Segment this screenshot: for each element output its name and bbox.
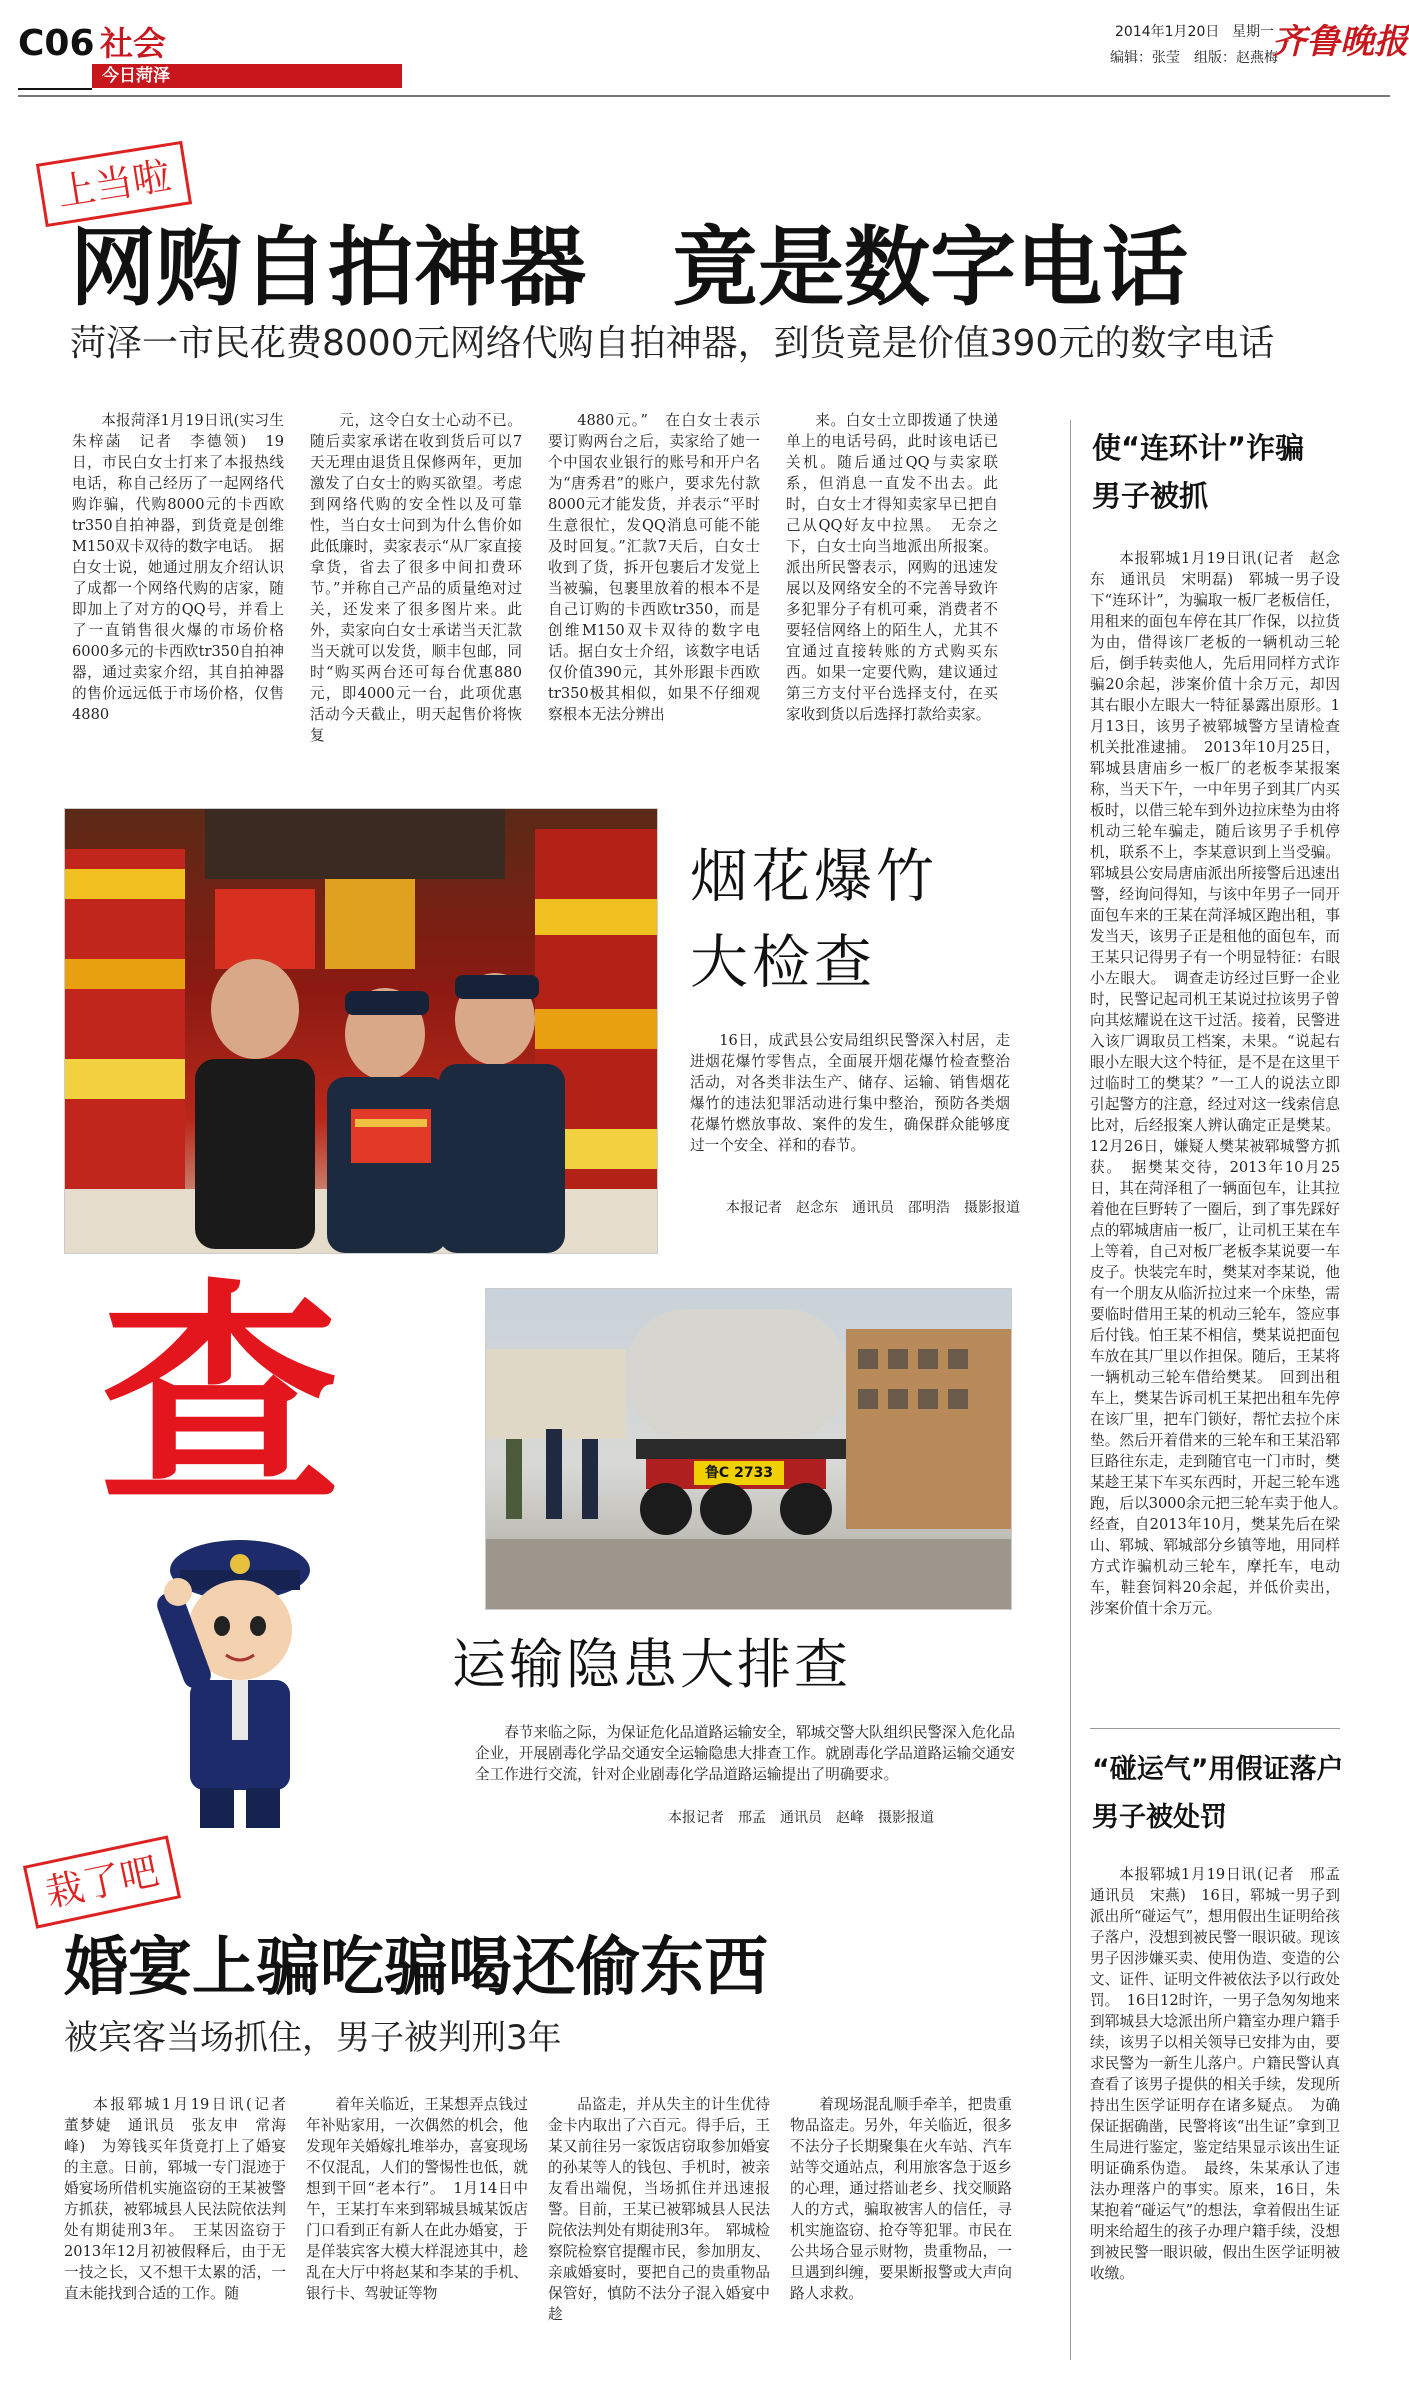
stamp-zailaba: 栽了吧: [23, 1835, 181, 1928]
police-mascot-icon: [150, 1530, 330, 1830]
photo2-credit: 本报记者 邢孟 通讯员 赵峰 摄影报道: [668, 1810, 934, 1826]
article2-col1: 本报郓城1月19日讯(记者 董梦婕 通讯员 张友申 常海峰) 为筹钱买年货竟打上了婚宴的主意。日前，郓城一专门混迹于婚宴场所借机实施盗窃的王某被警方抓获，被郓城县人民法院依法判处有期徒刑3年。 王某因盗窃于2013年12月初被假释后，由于无一技之长，又不想干太累的活，一直未能找到合适的工作。随: [64, 2096, 301, 2302]
sidebar-separator: [1090, 1728, 1340, 1729]
header-rule-left: [18, 64, 92, 90]
article1-col1: 本报菏泽1月19日讯(实习生 朱梓菡 记者 李德领) 19日，市民白女士打来了本报热线电话，称自己经历了一起网络代购诈骗，代购8000元的卡西欧tr350自拍神器，到货竟是创维M150双卡双待的数字电话。 据白女士说，她通过朋友介绍认识了成都一个网络代购的店家，随即加上了对方的QQ号，并看上了一直销售很火爆的市场价格6000多元的卡西欧tr350自拍神器，通过卖家介绍，其自拍神器的售价远远低于市场价格，仅售4880: [72, 412, 299, 723]
article1-col4: 来。白女士立即拨通了快递单上的电话号码，此时该电话已关机。随后通过QQ与卖家联系，但消息一直发不出去。此时，白女士才得知卖家早已把自己从QQ好友中拉黑。 无奈之下，白女士向当地派出所报案。派出所民警表示，网购的迅速发展以及网络安全的不完善导致许多犯罪分子有机可乘，消费者不要轻信网络上的陌生人，尤其不宜通过直接转账的方式购买东西。如果一定要代购，建议通过第三方支付平台选择支付，在买家收到货以后选择打款给卖家。: [786, 412, 998, 723]
article2-col4: 着现场混乱顺手牵羊，把贵重物品盗走。另外，年关临近，很多不法分子长期聚集在火车站、汽车站等交通站点，利用旅客急于返乡的心理，通过搭讪老乡、找交顺路人的方式，骗取被害人的信任，寻机实施盗窃、抢夺等犯罪。市民在公共场合显示财物，贵重物品，一旦遇到纠缠，要果断报警或大声向路人求救。: [790, 2096, 1012, 2302]
headline-1: 网购自拍神器 竟是数字电话: [70, 218, 1188, 318]
photo2-title: 运输隐患大排查: [452, 1633, 851, 1696]
subsection-bar: [92, 64, 402, 88]
sidebar2-headline-line1: “碰运气”用假证落户: [1092, 1754, 1344, 1785]
fireworks-scene-graphic: [65, 809, 657, 1253]
photo1-caption: 16日，成武县公安局组织民警深入村居，走进烟花爆竹零售点，全面展开烟花爆竹检查整治活动，对各类非法生产、储存、运输、销售烟花爆竹的违法犯罪活动进行集中整治，预防各类烟花爆竹燃放事故、案件的发生，确保群众能够度过一个安全、祥和的春节。: [690, 1032, 1010, 1154]
headline-2: 婚宴上骗吃骗喝还偷东西: [64, 1931, 768, 2005]
article1-col3: 4880元。” 在白女士表示要订购两台之后，卖家给了她一个中国农业银行的账号和开户名为“唐秀君”的账户，要求先付款8000元才能发货，并表示“平时生意很忙，发QQ消息可能不能及时回复。”汇款7天后，白女士收到了货，拆开包裹后才发觉上当被骗，包裹里放着的根本不是自己订购的卡西欧tr350，而是创维M150双卡双待的数字电话。据白女士介绍，该数字电话仅价值390元，其外形跟卡西欧tr350极其相似，如果不仔细观察根本无法分辨出: [548, 412, 760, 723]
sidebar2-body: 本报郓城1月19日讯(记者 邢孟 通讯员 宋燕) 16日，郓城一男子到派出所“碰运气”，想用假出生证明给孩子落户，没想到被民警一眼识破。现该男子因涉嫌买卖、使用伪造、变造的公文、证件、证明文件被依法予以行政处罚。 16日12时许，一男子急匆匆地来到郓城县大埝派出所户籍室办理户籍手续，该男子以相关领导已安排为由，要求民警为一新生儿落户。户籍民警认真查看了该男子提供的相关手续，发现所持出生医学证明存在诸多疑点。 为确保证据确凿，民警将该“出生证”拿到卫生局进行鉴定，鉴定结果显示该出生证明证确系伪造。 最终，朱某承认了违法办理落户的事实。原来，16日，朱某抱着“碰运气”的想法，拿着假出生证明来给超生的孩子办理户籍手续，没想到被民警一眼识破，假出生医学证明被收缴。: [1090, 1866, 1355, 2282]
article1-col2: 元，这令白女士心动不已。随后卖家承诺在收到货后可以7天无理由退货且保修两年，更加激发了白女士的购买欲望。考虑到网络代购的安全性以及可靠性，当白女士问到为什么售价如此低廉时，卖家表示“从厂家直接拿货，省去了很多中间扣费环节。”并称自己产品的质量绝对过关，还发来了很多图片来。此外，卖家向白女士承诺当天汇款当天就可以发货，顺丰包邮，同时“购买两台还可每台优惠880元，即4000元一台，此项优惠活动今天截止，明天起售价将恢复: [310, 412, 522, 744]
license-plate: 鲁C 2733: [704, 1465, 774, 1481]
section-name: 社会: [100, 24, 166, 63]
tanker-scene-graphic: [486, 1289, 1011, 1609]
sidebar1-body: 本报郓城1月19日讯(记者 赵念东 通讯员 宋明磊) 郓城一男子设下“连环计”，为骗取一板厂老板信任，用租来的面包车停在其厂作保，以拉货为由，借得该厂老板的一辆机动三轮后，倒手转卖他人，先后用同样方式诈骗20余起，涉案价值十余万元，却因其右眼小左眼大一特征暴露出原形。1月13日，该男子被郓城警方呈请检查机关批准逮捕。 2013年10月25日，郓城县唐庙乡一板厂的老板李某报案称，当天下午，一中年男子到其厂内买板时，以借三轮车到外边拉床垫为由将机动三轮车骗走，随后该男子手机停机，联系不上，李某意识到上当受骗。郓城县公安局唐庙派出所接警后迅速出警，经询问得知，与该中年男子一同开面包车来的王某在菏泽城区跑出租，事发当天，该男子正是租他的面包车，而王某只记得男子有一个明显特征：右眼小左眼大。 调查走访经过巨野一企业时，民警记起司机王某说过拉该男子曾向其炫耀说在这干过活。接着，民警进入该厂调取员工档案，未果。“说起右眼小左眼大这个特征，是不是在这里干过临时工的樊某？”一工人的说法立即引起警方的注意，经过对这一线索信息比对，后经报案人辨认确定正是樊某。12月26日，嫌疑人樊某被郓城警方抓获。 据樊某交待，2013年10月25日，其在菏泽租了一辆面包车，让其拉着他在巨野转了一圈后，到了事先踩好点的郓城唐庙一板厂，让司机王某在车上等着，自己对板厂老板李某说要一车皮子。快装完车时，樊某对李某说，他有一个朋友从临沂拉过来一个床垫，需要临时借用王某的机动三轮车，签应事后付钱。怕王某不相信，樊某说把面包车放在其厂里以作担保。随后，王某将一辆机动三轮车借给樊某。 回到出租车上，樊某告诉司机王某把出租车先停在该厂里，把车门锁好，帮忙去拉个床垫。然后开着借来的三轮车和王某沿郓巨路往东走，走到随官屯一门市时，樊某趁王某下车买东西时，开起三轮车逃跑，后以3000余元把三轮车卖于他人。 经查，自2013年10月，樊某先后在梁山、郓城、郓城部分乡镇等地，用同样方式诈骗机动三轮车，摩托车，电动车，鞋套饲料20余起，并低价卖出，涉案价值十余万元。: [1090, 550, 1355, 1617]
sidebar-divider: [1070, 420, 1071, 2360]
sidebar1-headline-line1: 使“连环计”诈骗: [1092, 431, 1305, 465]
sidebar2-headline-line2: 男子被处罚: [1092, 1802, 1227, 1833]
editor-credits: 编辑：张莹 组版：赵燕梅: [1110, 50, 1278, 66]
photo2-caption: 春节来临之际，为保证危化品道路运输安全，郓城交警大队组织民警深入危化品企业，开展剧毒化学品交通安全运输隐患大排查工作。就剧毒化学品道路运输交通安全工作进行交流，针对企业剧毒化学品道路运输提出了明确要求。: [475, 1724, 1015, 1783]
photo-tanker-inspection: [485, 1288, 1012, 1610]
issue-weekday: 星期一: [1232, 24, 1274, 40]
photo-fireworks-inspection: [64, 808, 658, 1254]
stamp-shangdangla: 上当啦: [36, 141, 192, 227]
photo1-title-line2: 大检查: [690, 928, 877, 996]
big-character-cha: 查: [100, 1258, 341, 1538]
photo1-credit: 本报记者 赵念东 通讯员 邵明浩 摄影报道: [726, 1200, 1020, 1216]
subsection-name: 今日菏泽: [102, 66, 170, 86]
page-code: C06: [18, 23, 95, 64]
police-mascot-illustration: [150, 1530, 330, 1830]
sidebar1-headline-line2: 男子被抓: [1092, 479, 1209, 513]
subhead-2: 被宾客当场抓住，男子被判刑3年: [64, 2018, 562, 2058]
header-rule: [18, 95, 1390, 97]
photo1-title-line1: 烟花爆竹: [690, 842, 939, 910]
issue-date: 2014年1月20日: [1115, 24, 1220, 40]
masthead-logo: 齐鲁晚报: [1272, 22, 1408, 62]
article2-col2: 着年关临近，王某想弄点钱过年补贴家用，一次偶然的机会，他发现年关婚嫁扎堆举办，喜宴现场不仅混乱，人们的警惕性也低，就想到干回“老本行”。 1月14日中午，王某打车来到郓城县城某饭店门口看到正有新人在此办婚宴，于是佯装宾客大模大样混迹其中，趁乱在大厅中将赵某和李某的手机、银行卡、驾驶证等物: [306, 2096, 528, 2302]
subhead-1: 菏泽一市民花费8000元网络代购自拍神器，到货竟是价值390元的数字电话: [70, 323, 1275, 364]
article2-col3: 品盗走，并从失主的计生优待金卡内取出了六百元。得手后，王某又前往另一家饭店窃取参加婚宴的孙某等人的钱包、手机时，被亲友看出端倪，当场抓住并迅速报警。目前，王某已被郓城县人民法院依法判处有期徒刑3年。 郓城检察院检察官提醒市民，参加朋友、亲戚婚宴时，要把自己的贵重物品保管好，慎防不法分子混入婚宴中趁: [548, 2096, 770, 2323]
page-header: [0, 0, 1409, 100]
